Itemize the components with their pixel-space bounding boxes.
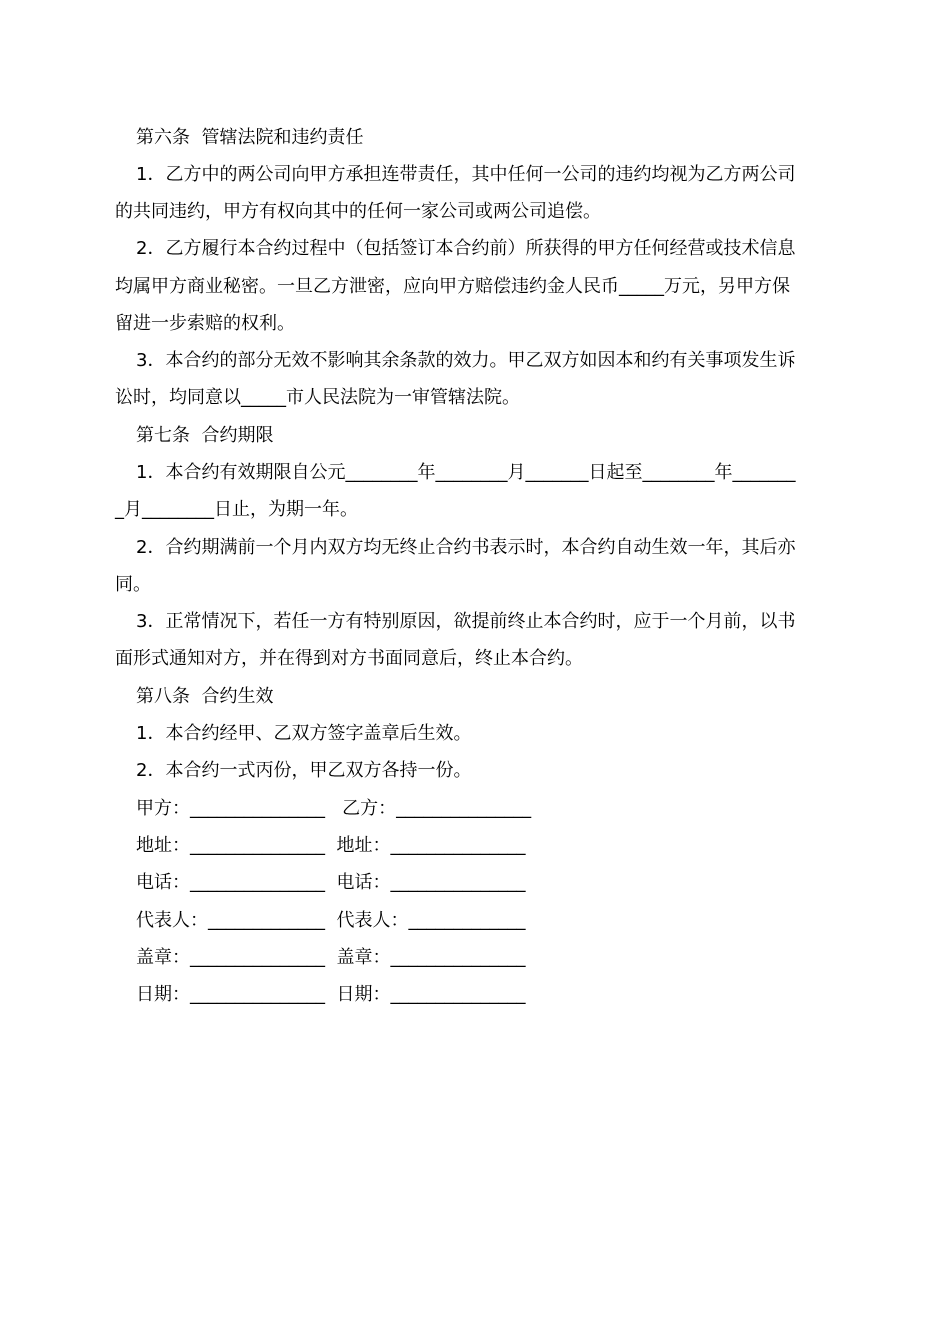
article-6-clause-1-line-2: 的共同违约，甲方有权向其中的任何一家公司或两公司追偿。 (115, 201, 601, 222)
article-8-heading: 第八条 合约生效 (136, 686, 274, 707)
article-7-clause-3-line-2: 面形式通知对方，并在得到对方书面同意后，终止本合约。 (115, 648, 583, 669)
signature-line-party: 甲方：_______________ 乙方：_______________ (136, 798, 532, 819)
article-6-clause-3-line-1: 3．本合约的部分无效不影响其余条款的效力。甲乙双方如因本和约有关事项发生诉 (136, 350, 796, 371)
article-7-heading: 第七条 合约期限 (136, 425, 274, 446)
article-7-clause-1-line-2: _月________日止，为期一年。 (115, 499, 358, 520)
article-6-clause-2-line-3: 留进一步索赔的权利。 (115, 313, 295, 334)
article-8-clause-1: 1．本合约经甲、乙双方签字盖章后生效。 (136, 723, 472, 744)
article-6-clause-3-line-2: 讼时，均同意以_____市人民法院为一审管辖法院。 (115, 387, 520, 408)
signature-line-address: 地址：_______________ 地址：_______________ (136, 835, 526, 856)
signature-line-date: 日期：_______________ 日期：_______________ (136, 984, 526, 1005)
article-7-clause-2-line-1: 2．合约期满前一个月内双方均无终止合约书表示时，本合约自动生效一年，其后亦 (136, 537, 796, 558)
article-7-clause-2-line-2: 同。 (115, 574, 151, 595)
article-6-heading: 第六条 管辖法院和违约责任 (136, 127, 364, 148)
article-6-clause-2-line-1: 2．乙方履行本合约过程中（包括签订本合约前）所获得的甲方任何经营或技术信息 (136, 238, 796, 259)
signature-line-representative: 代表人：_____________ 代表人：_____________ (136, 910, 526, 931)
signature-line-seal: 盖章：_______________ 盖章：_______________ (136, 947, 526, 968)
article-7-clause-3-line-1: 3．正常情况下，若任一方有特别原因，欲提前终止本合约时，应于一个月前，以书 (136, 611, 796, 632)
article-8-clause-2: 2．本合约一式丙份，甲乙双方各持一份。 (136, 760, 472, 781)
signature-line-phone: 电话：_______________ 电话：_______________ (136, 872, 526, 893)
article-6-clause-2-line-2: 均属甲方商业秘密。一旦乙方泄密，应向甲方赔偿违约金人民币_____万元，另甲方保 (115, 276, 790, 297)
article-7-clause-1-line-1: 1．本合约有效期限自公元________年________月_______日起至________年_______ (136, 462, 796, 483)
article-6-clause-1-line-1: 1．乙方中的两公司向甲方承担连带责任，其中任何一公司的违约均视为乙方两公司 (136, 164, 796, 185)
